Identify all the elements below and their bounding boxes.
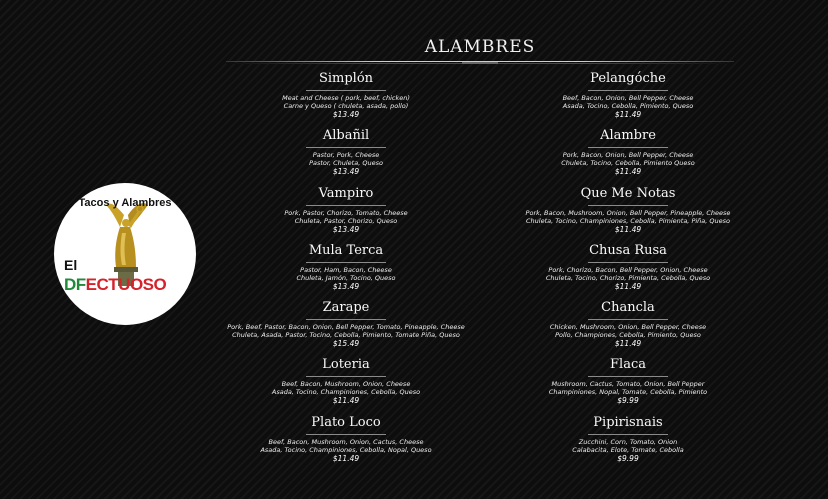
menu-item [215,71,477,128]
item-price: $13.49 [332,224,360,234]
item-desc-es: Carne y Queso ( chuleta, asada, pollo) [283,102,409,110]
item-price: $11.49 [332,396,360,406]
menu-item [497,243,759,300]
menu-item [497,357,759,414]
item-divider [306,205,386,206]
item-name: Simplón [318,71,374,86]
menu-item [215,243,477,300]
item-divider [588,262,668,263]
item-price: $9.99 [617,396,639,406]
item-desc-es: Asada, Tocino, Champiniones, Cebolla, Queso [271,388,421,397]
item-price: $13.49 [332,110,360,119]
menu-column-right [497,71,759,472]
item-desc-en: Chicken, Mushroom, Onion, Bell Pepper, Cheese [549,323,707,332]
item-desc-es: Pollo, Championes, Cebolla, Pimiento, Queso [555,331,701,340]
menu-item [215,128,477,185]
menu-column-left [215,71,477,472]
item-desc-es: Chuleta, Pastor, Chorizo, Queso [294,216,398,225]
item-price: $11.49 [614,339,642,349]
title-divider-tab [462,62,498,64]
item-desc-es: Chuleta, Asada, Pastor, Tocino, Cebolla, Pimiento, Tomate Piña, Queso [232,331,460,340]
item-name: Chusa Rusa [589,242,667,258]
item-name: Loteria [322,357,370,373]
item-divider [306,147,386,148]
item-name: Albañil [322,128,370,144]
restaurant-logo [54,183,196,325]
menu-item [497,71,759,128]
logo-el-text: El [64,257,78,273]
item-desc-en: Pork, Beef, Pastor, Bacon, Onion, Bell Pepper, Tomato, Pineapple, Cheese [227,323,465,332]
item-divider [588,434,668,435]
item-name: Alambre [600,128,656,144]
item-name: Mula Terca [308,242,384,258]
item-divider [588,205,668,206]
menu-item [215,415,477,472]
item-divider [306,262,386,263]
item-price: $13.49 [332,281,360,291]
item-desc-en: Pastor, Ham, Bacon, Cheese [300,265,392,274]
menu-item [497,128,759,185]
item-desc-es: Asada, Tocino, Cebolla, Pimiento, Queso [562,102,694,110]
logo-ectuoso-text: ECTUOSO [85,275,167,294]
section-title: ALAMBRES [424,37,536,57]
item-desc-en: Zucchini, Corn, Tomato, Onion [578,437,678,446]
menu-item [215,300,477,357]
item-price: $11.49 [332,453,360,463]
item-divider [588,90,668,91]
menu-item [497,186,759,243]
item-desc-en: Pork, Bacon, Mushroom, Onion, Bell Pepper, Pineapple, Cheese [525,208,731,217]
item-desc-es: Chuleta, Tocino, Cebolla, Pimiento Queso [561,159,695,168]
item-name: Pelangóche [590,71,666,86]
item-price: $11.49 [614,110,642,119]
item-desc-en: Beef, Bacon, Onion, Bell Pepper, Cheese [562,94,694,102]
menu-item [215,186,477,243]
item-price: $9.99 [617,453,639,463]
item-desc-es: Calabacita, Elote, Tomate, Cebolla [572,445,684,454]
logo-df-text: DF [64,275,86,294]
item-name: Que Me Notas [580,185,676,201]
item-divider [306,434,386,435]
item-desc-es: Chuleta, Jamón, Tocino, Queso [296,273,396,282]
item-divider [306,376,386,377]
item-divider [588,376,668,377]
logo-tagline: Tacos y Alambres [78,197,172,209]
item-desc-en: Pork, Bacon, Onion, Bell Pepper, Cheese [562,151,694,160]
item-desc-en: Pastor, Pork, Cheese [312,151,380,160]
item-desc-en: Beef, Bacon, Mushroom, Onion, Cheese [281,380,411,389]
item-divider [306,90,386,91]
item-name: Flaca [610,357,646,373]
item-name: Zarape [322,300,370,316]
menu-item [215,357,477,414]
item-desc-en: Beef, Bacon, Mushroom, Onion, Cactus, Cheese [268,437,424,446]
item-desc-en: Mushroom, Cactus, Tomato, Onion, Bell Pepper [551,380,705,389]
item-name: Vampiro [318,185,374,201]
item-name: Chancla [601,300,655,316]
item-divider [588,147,668,148]
item-desc-es: Champiniones, Nopal, Tomate, Cebolla, Pimiento [548,388,708,397]
item-price: $15.49 [332,339,360,349]
logo-brand-name [64,275,166,295]
item-desc-en: Meat and Cheese ( pork, beef, chicken) [282,94,410,102]
item-divider [588,319,668,320]
item-desc-es: Pastor, Chuleta, Queso [309,159,383,168]
item-price: $11.49 [614,224,642,234]
item-price: $13.49 [332,167,360,177]
item-desc-es: Asada, Tocino, Champiniones, Cebolla, Nopal, Queso [260,445,432,454]
item-name: Pipirisnais [593,414,663,430]
item-desc-es: Chuleta, Tocino, Chorizo, Pimienta, Cebolla, Queso [545,273,711,282]
item-desc-en: Pork, Chorizo, Bacon, Bell Pepper, Onion, Cheese [548,265,708,274]
item-desc-en: Pork, Pastor, Chorizo, Tomato, Cheese [284,208,408,217]
item-price: $11.49 [614,167,642,177]
item-desc-es: Chuleta, Tocino, Champiniones, Cebolla, Pimienta, Piña, Queso [525,216,731,225]
item-divider [306,319,386,320]
item-price: $11.49 [614,281,642,291]
menu-item [497,300,759,357]
menu-item [497,415,759,472]
item-name: Plato Loco [311,414,381,430]
